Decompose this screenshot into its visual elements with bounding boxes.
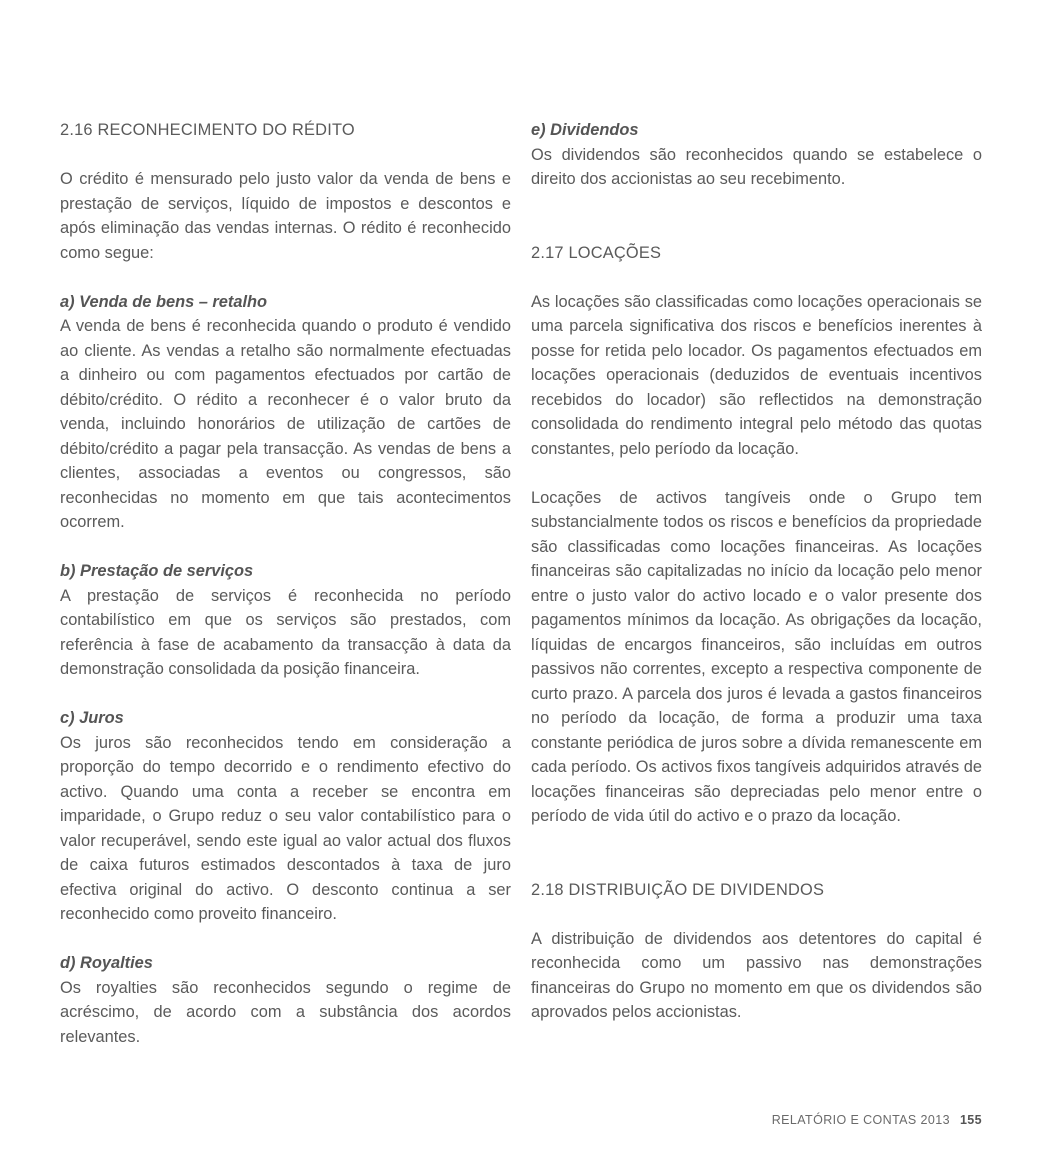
subheading-royalties: d) Royalties: [60, 954, 153, 972]
paragraph-royalties: Os royalties são reconhecidos segundo o regime de acréscimo, de acordo com a substância dos acordos relevantes.: [60, 978, 511, 1046]
section-heading-2-18: 2.18 DISTRIBUIÇÃO DE DIVIDENDOS: [531, 880, 825, 899]
paragraph-prestacao-servicos: A prestação de serviços é reconhecida no período contabilístico em que os serviços são prestados, com referência à fase de acabamento da transacção à data da demonstração consolidada da posição financeira.: [60, 586, 511, 678]
right-column: [531, 118, 982, 1025]
paragraph-distribuicao-dividendos: A distribuição de dividendos aos detentores do capital é reconhecida como um passivo nas demonstrações financeiras do Grupo no momento em que os dividendos são aprovados pelos accionistas.: [531, 929, 982, 1021]
page-footer: [772, 1113, 982, 1127]
paragraph-locacoes-financeiras: Locações de activos tangíveis onde o Grupo tem substancialmente todos os riscos e benefícios da propriedade são classificadas como locações financeiras. As locações financeiras são capitalizadas no início da locação pelo menor entre o justo valor do activo locado e o valor presente dos pagamentos mínimos da locação. As obrigações da locação, líquidas de encargos financeiros, são incluídas em outros passivos não correntes, excepto a respectiva componente de curto prazo. A parcela dos juros é levada a gastos financeiros no período da locação, de forma a produzir uma taxa constante periódica de juros sobre a dívida remanescente em cada período. Os activos fixos tangíveis adquiridos através de locações financeiras são depreciadas pelo menor entre o período de vida útil do activo e o prazo da locação.: [531, 488, 982, 825]
paragraph-locacoes-operacionais: As locações são classificadas como locações operacionais se uma parcela significativa dos riscos e benefícios inerentes à posse for retida pelo locador. Os pagamentos efectuados em locações operacionais (deduzidos de eventuais incentivos recebidos do locador) são reflectidos na demonstração consolidada do rendimento integral pelo método das quotas constantes, pelo período da locação.: [531, 292, 982, 458]
section-heading-2-16: 2.16 RECONHECIMENTO DO RÉDITO: [60, 121, 355, 139]
subheading-dividendos: e) Dividendos: [531, 121, 639, 139]
page-number: 155: [959, 1113, 982, 1127]
left-column: [60, 118, 511, 1049]
paragraph-venda-de-bens: A venda de bens é reconhecida quando o produto é vendido ao cliente. As vendas a retalho são normalmente efectuadas a dinheiro ou com pagamentos efectuados por cartão de débito/crédito. O rédito a reconhecer é o valor bruto da venda, incluindo honorários de utilização de cartões de débito/crédito a pagar pela transacção. As vendas de bens a clientes, associadas a eventos ou congressos, são reconhecidas no momento em que tais acontecimentos ocorrem.: [60, 317, 511, 531]
paragraph-juros: Os juros são reconhecidos tendo em consideração a proporção do tempo decorrido e o rendimento efectivo do activo. Quando uma conta a receber se encontra em imparidade, o Grupo reduz o seu valor contabilístico para o valor recuperável, sendo este igual ao valor actual dos fluxos de caixa futuros estimados descontados à taxa de juro efectiva original do activo. O desconto continua a ser reconhecido como proveito financeiro.: [60, 733, 511, 923]
section-heading-2-17: 2.17 LOCAÇÕES: [531, 243, 662, 262]
subheading-juros: c) Juros: [60, 709, 124, 727]
subheading-venda-de-bens: a) Venda de bens – retalho: [60, 292, 268, 311]
report-title: RELATÓRIO E CONTAS 2013: [771, 1113, 950, 1127]
subheading-prestacao-servicos: b) Prestação de serviços: [60, 562, 254, 580]
paragraph-rendito-intro: O crédito é mensurado pelo justo valor da venda de bens e prestação de serviços, líquido de impostos e descontos e após eliminação das vendas internas. O rédito é reconhecido como segue:: [60, 170, 511, 262]
paragraph-dividendos: Os dividendos são reconhecidos quando se estabelece o direito dos accionistas ao seu recebimento.: [531, 145, 982, 188]
